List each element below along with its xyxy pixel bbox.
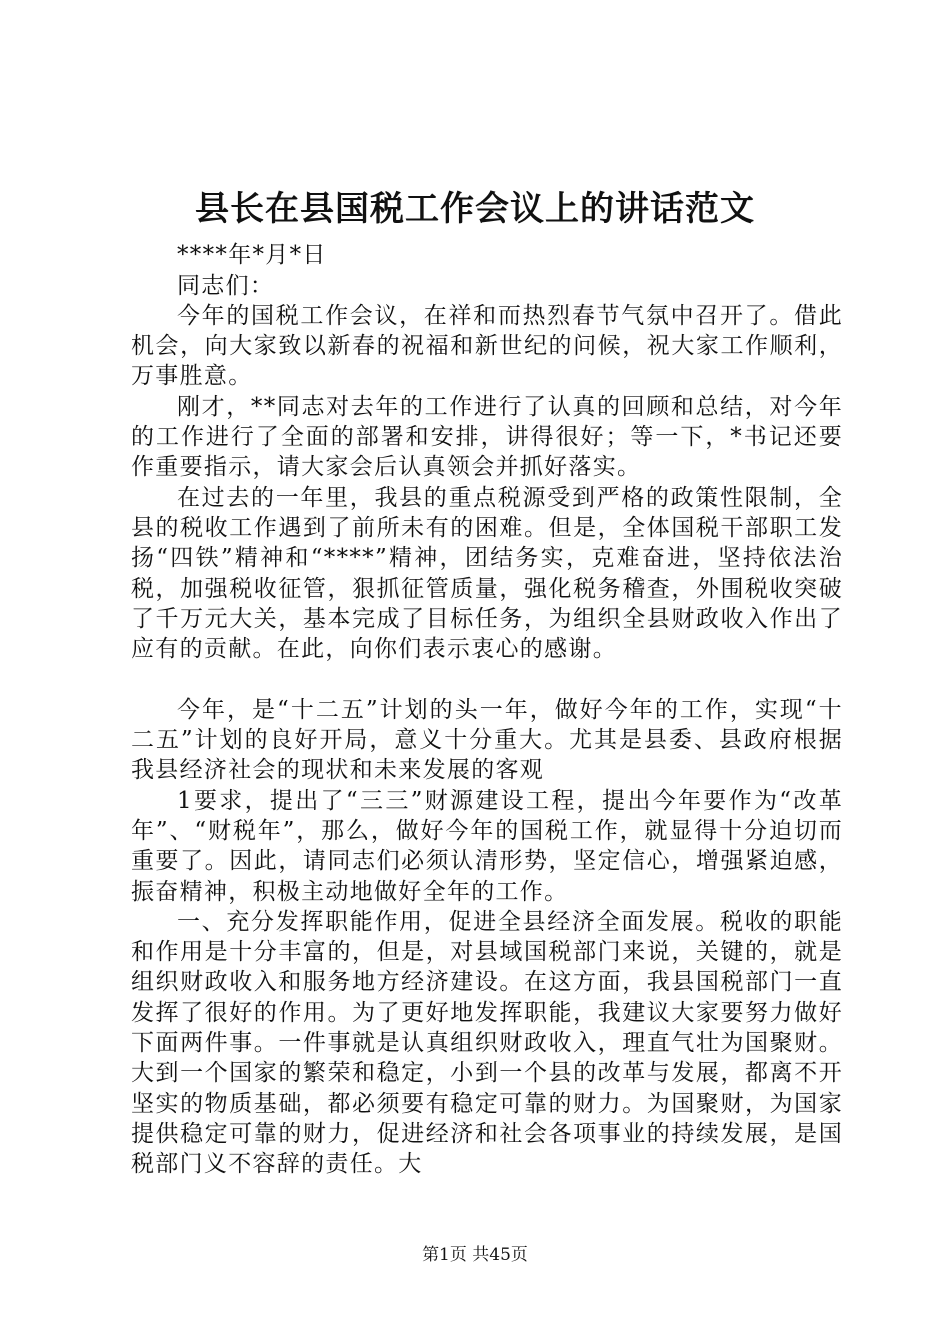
paragraph-1: 今年的国税工作会议，在祥和而热烈春节气氛中召开了。借此机会，向大家致以新春的祝福和新世纪的问候，祝大家工作顺利，万事胜意。	[131, 302, 843, 390]
document-body	[131, 210, 843, 1180]
document-title: 县长在县国税工作会议上的讲话范文	[195, 189, 755, 229]
salutation: 同志们：	[177, 272, 275, 299]
blank-line	[131, 664, 843, 694]
paragraph-6: 一、充分发挥职能作用，促进全县经济全面发展。税收的职能和作用是十分丰富的，但是，对县域国税部门来说，关键的，就是组织财政收入和服务地方经济建设。在这方面，我县国税部门一直发挥了很好的作用。为了更好地发挥职能，我建议大家要努力做好下面两件事。一件事就是认真组织财政收入，理直气壮为国聚财。大到一个国家的繁荣和稳定，小到一个县的改革与发展，都离不开坚实的物质基础，都必须要有稳定可靠的财力。为国聚财，为国家提供稳定可靠的财力，促进经济和社会各项事业的持续发展，是国税部门义不容辞的责任。大	[131, 908, 843, 1178]
paragraph-4: 今年，是“十二五”计划的头一年，做好今年的工作，实现“十二五”计划的良好开局，意义十分重大。尤其是县委、县政府根据我县经济社会的现状和未来发展的客观	[131, 696, 843, 784]
paragraph-5: 1要求，提出了“三三”财源建设工程，提出今年要作为“改革年”、“财税年”，那么，做好今年的国税工作，就显得十分迫切而重要了。因此，请同志们必须认清形势，坚定信心，增强紧迫感，振奋精神，积极主动地做好全年的工作。	[131, 787, 843, 905]
date-line: ****年*月*日	[177, 242, 327, 269]
page-number: 第1页 共45页	[422, 1245, 528, 1265]
paragraph-3: 在过去的一年里，我县的重点税源受到严格的政策性限制，全县的税收工作遇到了前所未有的困难。但是，全体国税干部职工发扬“四铁”精神和“****”精神，团结务实，克难奋进，坚持依法治税，加强税收征管，狠抓征管质量，强化税务稽查，外围税收突破了千万元大关，基本完成了目标任务，为组织全县财政收入作出了应有的贡献。在此，向你们表示衷心的感谢。	[131, 484, 843, 663]
paragraph-2: 刚才，**同志对去年的工作进行了认真的回顾和总结，对今年的工作进行了全面的部署和安排，讲得很好；等一下，*书记还要作重要指示，请大家会后认真领会并抓好落实。	[131, 393, 843, 481]
